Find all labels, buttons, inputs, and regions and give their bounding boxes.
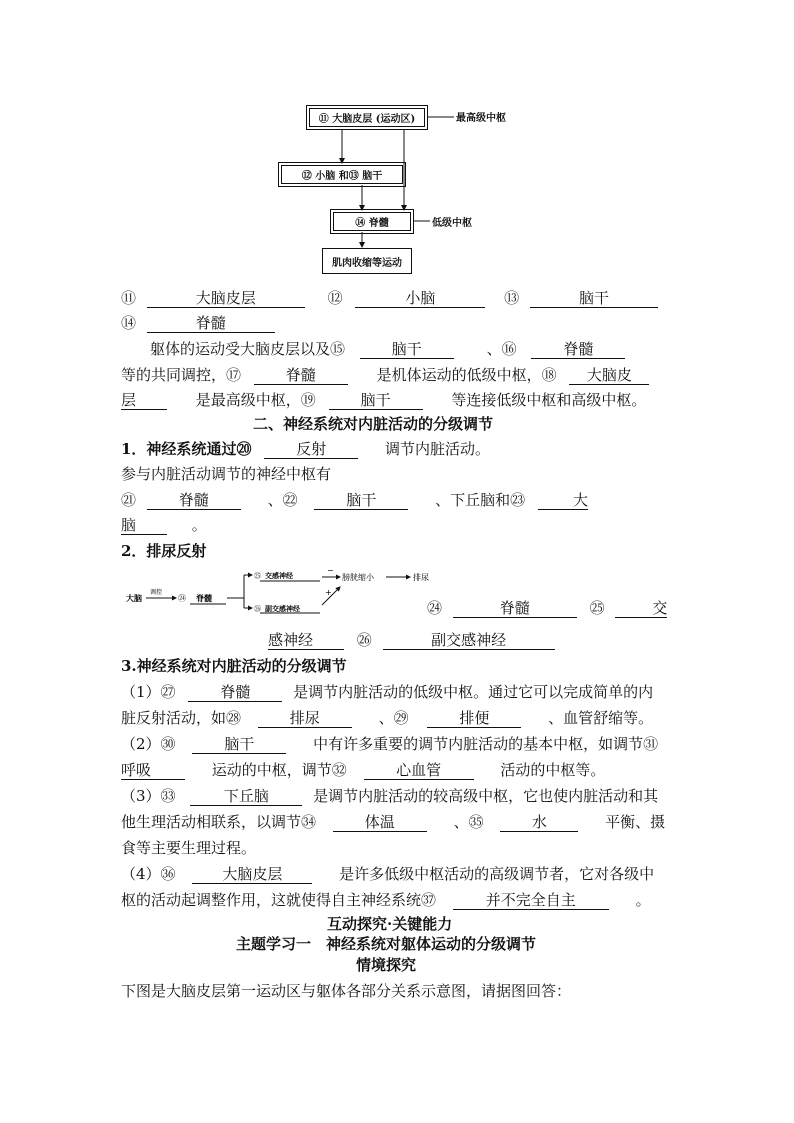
text: 躯体的运动受大脑皮层以及⑮ bbox=[150, 340, 346, 358]
text: （2）㉚ bbox=[121, 735, 176, 753]
answer-18b[interactable]: 层 bbox=[121, 391, 167, 410]
answer-37[interactable]: 并不完全自主 bbox=[453, 891, 609, 910]
cortex-box: ⑪ 大脑皮层 (运动区) bbox=[309, 108, 425, 127]
answer-32[interactable]: 心血管 bbox=[364, 761, 474, 780]
text: （1）㉗ bbox=[121, 683, 176, 701]
num-12: ⑫ bbox=[327, 289, 343, 307]
item3-p2-line2 bbox=[121, 760, 605, 780]
para1-line3 bbox=[121, 390, 646, 410]
answer-20[interactable]: 反射 bbox=[264, 440, 358, 459]
text: 活动的中枢等。 bbox=[500, 761, 606, 779]
parasym-label: 副交感神经 bbox=[265, 605, 300, 613]
interactive-heading: 互动探究·关键能力 bbox=[327, 915, 453, 933]
text: 中有许多重要的调节内脏活动的基本中枢，如调节㉛ bbox=[313, 735, 659, 753]
bladder-label: 膀胱缩小 bbox=[342, 573, 374, 582]
answer-25a[interactable]: 交 bbox=[615, 599, 667, 618]
item1-line2: 参与内脏活动调节的神经中枢有 bbox=[121, 465, 332, 483]
text: 枢的活动起调整作用，这就使得自主神经系统㊲ bbox=[121, 891, 437, 909]
answer-14[interactable]: 脊髓 bbox=[147, 314, 275, 333]
answer-19[interactable]: 脑干 bbox=[329, 391, 423, 410]
spinal-label: 脊髓 bbox=[196, 594, 212, 603]
item1-line4 bbox=[121, 515, 207, 535]
urinate-label: 排尿 bbox=[413, 573, 429, 582]
sym-label: 交感神经 bbox=[265, 572, 293, 580]
item3-p1-line2 bbox=[121, 708, 653, 728]
item3-title: 3.神经系统对内脏活动的分级调节 bbox=[121, 657, 347, 675]
num-26: ㉖ bbox=[356, 631, 372, 649]
regulate-label: 调控 bbox=[150, 589, 163, 596]
low-center-label: 低级中枢 bbox=[432, 218, 472, 229]
answer-15[interactable]: 脑干 bbox=[360, 340, 454, 359]
item2-title: 2．排尿反射 bbox=[121, 542, 207, 560]
situation-heading: 情境探究 bbox=[356, 956, 417, 974]
text: 等的共同调控，⑰ bbox=[121, 366, 242, 384]
item3-p3-line3: 食等主要生理过程。 bbox=[121, 839, 257, 857]
item3-p2-line1 bbox=[121, 734, 658, 754]
answer-row-11-13 bbox=[121, 288, 658, 308]
question-intro: 下图是大脑皮层第一运动区与躯体各部分关系示意图，请据图回答： bbox=[121, 982, 572, 1000]
text: 是许多低级中枢活动的高级调节者，它对各级中 bbox=[339, 865, 655, 883]
para1-line1 bbox=[150, 339, 625, 359]
text: 1．神经系统通过⑳ bbox=[121, 440, 252, 458]
text: 调节内脏活动。 bbox=[385, 440, 491, 458]
n26-label: ㉖ bbox=[254, 605, 261, 613]
answer-28[interactable]: 排尿 bbox=[258, 709, 352, 728]
answer-33[interactable]: 下丘脑 bbox=[190, 787, 302, 806]
answer-27[interactable]: 脊髓 bbox=[188, 683, 282, 702]
item1-line3 bbox=[121, 490, 588, 510]
answers2-line1 bbox=[427, 598, 667, 618]
text: 。 bbox=[191, 516, 207, 534]
answer-34[interactable]: 体温 bbox=[333, 813, 427, 832]
item3-p3-line1 bbox=[121, 786, 658, 806]
item3-p1-line1 bbox=[121, 682, 653, 702]
minus-sign: − bbox=[327, 566, 334, 575]
plus-sign: + bbox=[325, 588, 332, 597]
text: 等连接低级中枢和高级中枢。 bbox=[451, 391, 647, 409]
section2-title: 二、神经系统对内脏活动的分级调节 bbox=[253, 415, 494, 433]
answer-16[interactable]: 脊髓 bbox=[531, 340, 625, 359]
answer-17[interactable]: 脊髓 bbox=[254, 366, 348, 385]
answer-30[interactable]: 脑干 bbox=[192, 735, 286, 754]
spinal-box: ⑭ 脊髓 bbox=[333, 212, 411, 231]
text: 、下丘脑和㉓ bbox=[435, 491, 526, 509]
answer-18a[interactable]: 大脑皮 bbox=[569, 366, 649, 385]
answer-11[interactable]: 大脑皮层 bbox=[147, 289, 305, 308]
answer-26[interactable]: 副交感神经 bbox=[383, 631, 555, 650]
num-22: 、㉒ bbox=[267, 491, 298, 509]
urination-reflex-diagram bbox=[120, 565, 443, 617]
text: 、㉟ bbox=[453, 813, 484, 831]
item3-p4-line2 bbox=[121, 890, 651, 910]
answer-22[interactable]: 脑干 bbox=[314, 491, 408, 510]
item3-p3-line2 bbox=[121, 812, 665, 832]
num-25: ㉕ bbox=[589, 599, 605, 617]
text: 是调节内脏活动的低级中枢。通过它可以完成简单的内 bbox=[293, 683, 654, 701]
text: 他生理活动相联系，以调节㉞ bbox=[121, 813, 317, 831]
text: 。 bbox=[635, 891, 651, 909]
text: 是最高级中枢，⑲ bbox=[195, 391, 316, 409]
brain-label: 大脑 bbox=[126, 594, 142, 603]
answer-36[interactable]: 大脑皮层 bbox=[192, 865, 312, 884]
answer-31[interactable]: 呼吸 bbox=[121, 761, 185, 780]
answer-row-14 bbox=[121, 313, 275, 333]
text: 是调节内脏活动的较高级中枢，它也使内脏活动和其 bbox=[313, 787, 659, 805]
num-24: ㉔ bbox=[427, 599, 443, 617]
text: （4）㊱ bbox=[121, 865, 176, 883]
cerebellum-brainstem-box: ⑫ 小脑 和⑬ 脑干 bbox=[281, 165, 403, 184]
answer-29[interactable]: 排便 bbox=[427, 709, 521, 728]
answer-13[interactable]: 脑干 bbox=[530, 289, 658, 308]
text: 、⑯ bbox=[486, 340, 517, 358]
answer-23b[interactable]: 脑 bbox=[121, 516, 167, 535]
answer-25b[interactable]: 感神经 bbox=[268, 631, 344, 650]
n25-label: ㉕ bbox=[254, 572, 261, 580]
item3-p4-line1 bbox=[121, 864, 654, 884]
answers2-line2 bbox=[268, 630, 555, 650]
item1-line1 bbox=[121, 439, 490, 459]
answer-35[interactable]: 水 bbox=[500, 813, 578, 832]
text: 、血管舒缩等。 bbox=[548, 709, 654, 727]
muscle-box: 肌肉收缩等运动 bbox=[322, 248, 412, 274]
answer-24[interactable]: 脊髓 bbox=[453, 599, 577, 618]
num-14: ⑭ bbox=[121, 314, 137, 332]
highest-center-label: 最高级中枢 bbox=[456, 113, 506, 124]
num-21: ㉑ bbox=[121, 491, 137, 509]
num-13: ⑬ bbox=[504, 289, 520, 307]
answer-23a[interactable]: 大 bbox=[538, 491, 588, 510]
text: 运动的中枢，调节㉜ bbox=[211, 761, 347, 779]
text: 平衡、摄 bbox=[605, 813, 666, 831]
motor-control-diagram bbox=[270, 100, 560, 280]
text: （3）㉝ bbox=[121, 787, 176, 805]
answer-21[interactable]: 脊髓 bbox=[147, 491, 241, 510]
n24-label: ㉔ bbox=[178, 594, 186, 603]
answer-12[interactable]: 小脑 bbox=[355, 289, 485, 308]
topic-heading: 主题学习一 神经系统对躯体运动的分级调节 bbox=[236, 935, 537, 953]
para1-line2 bbox=[121, 365, 649, 385]
text: 是机体运动的低级中枢，⑱ bbox=[376, 366, 557, 384]
text: 、㉙ bbox=[378, 709, 409, 727]
num-11: ⑪ bbox=[121, 289, 137, 307]
text: 脏反射活动，如㉘ bbox=[121, 709, 242, 727]
